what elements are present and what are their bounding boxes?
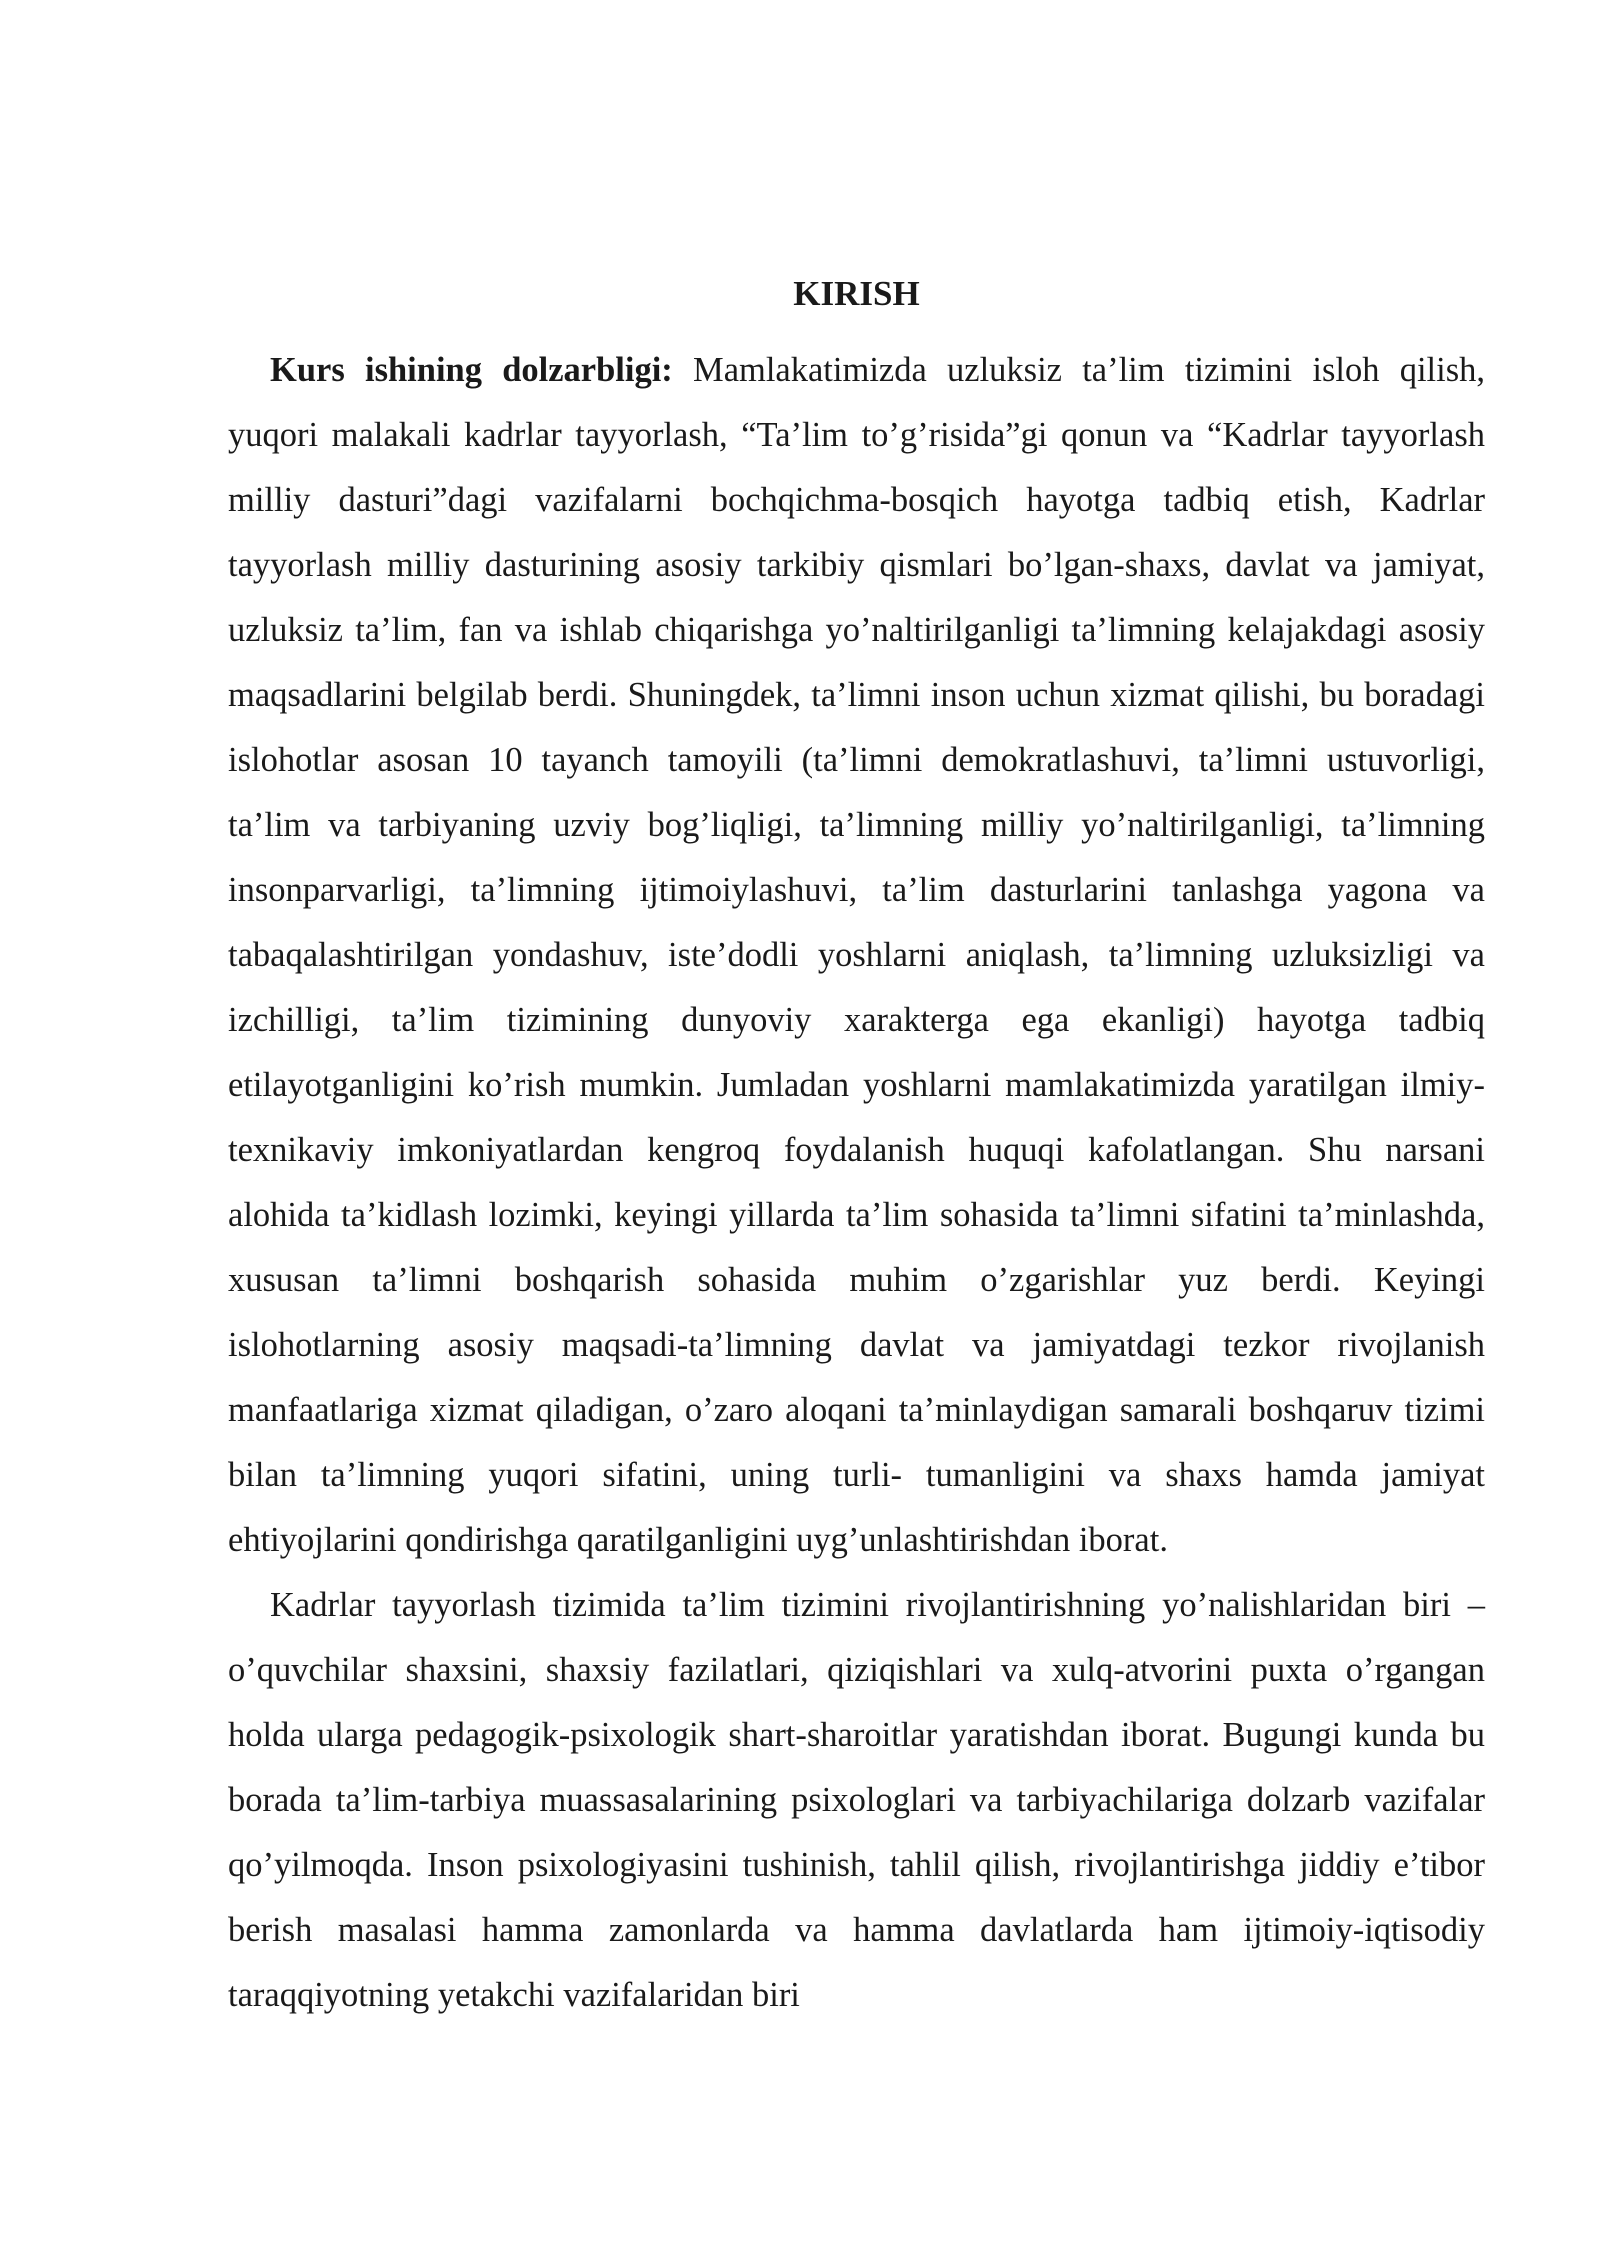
document-page <box>228 270 1485 2028</box>
paragraph-text: Mamlakatimizda uzluksiz ta’lim tizimini isloh qilish, yuqori malakali kadrlar tayyorlash, “Ta’lim to’g’risida”gi qonun va “Kadrlar tayyorlash milliy dasturi”dagi vazifalarni bochqichma-bosqich hayotga tadbiq etish, Kadrlar tayyorlash milliy dasturining asosiy tarkibiy qismlari bo’lgan-shaxs, davlat va jamiyat, uzluksiz ta’lim, fan va ishlab chiqarishga yo’naltirilganligi ta’limning kelajakdagi asosiy maqsadlarini belgilab berdi. Shuningdek, ta’limni inson uchun xizmat qilishi, bu boradagi islohotlar asosan 10 tayanch tamoyili (ta’limni demokratlashuvi, ta’limni ustuvorligi, ta’lim va tarbiyaning uzviy bog’liqligi, ta’limning milliy yo’naltirilganligi, ta’limning insonparvarligi, ta’limning ijtimoiylashuvi, ta’lim dasturlarini tanlashga yagona va tabaqalashtirilgan yondashuv, iste’dodli yoshlarni aniqlash, ta’limning uzluksizligi va izchilligi, ta’lim tizimining dunyoviy xarakterga ega ekanligi) hayotga tadbiq etilayotganligini ko’rish mumkin. Jumladan yoshlarni mamlakatimizda yaratilgan ilmiy-texnikaviy imkoniyatlardan kengroq foydalanish huquqi kafolatlangan. Shu narsani alohida ta’kidlash lozimki, keyingi yillarda ta’lim sohasida ta’limni sifatini ta’minlashda, xususan ta’limni boshqarish sohasida muhim o’zgarishlar yuz berdi. Keyingi islohotlarning asosiy maqsadi-ta’limning davlat va jamiyatdagi tezkor rivojlanish manfaatlariga xizmat qiladigan, o’zaro aloqani ta’minlaydigan samarali boshqaruv tizimi bilan ta’limning yuqori sifatini, uning turli- tumanligini va shaxs hamda jamiyat ehtiyojlarini qondirishga qaratilganligini uyg’unlashtirishdan iborat. <box>228 351 1485 1559</box>
page-title: KIRISH <box>793 274 920 313</box>
paragraph-personnel-training <box>228 1573 1485 2028</box>
paragraph-text: Kadrlar tayyorlash tizimida ta’lim tizimini rivojlantirishning yo’nalishlaridan biri – o’quvchilar shaxsini, shaxsiy fazilatlari, qiziqishlari va xulq-atvorini puxta o’rgangan holda ularga pedagogik-psixologik shart-sharoitlar yaratishdan iborat. Bugungi kunda bu borada ta’lim-tarbiya muassasalarining psixologlari va tarbiyachilariga dolzarb vazifalar qo’yilmoqda. Inson psixologiyasini tushinish, tahlil qilish, rivojlantirishga jiddiy e’tibor berish masalasi hamma zamonlarda va hamma davlatlarda ham ijtimoiy-iqtisodiy taraqqiyotning yetakchi vazifalaridan biri <box>228 1586 1485 2014</box>
paragraph-relevance <box>228 338 1485 1573</box>
paragraph-lead: Kurs ishining dolzarbligi: <box>270 351 673 389</box>
